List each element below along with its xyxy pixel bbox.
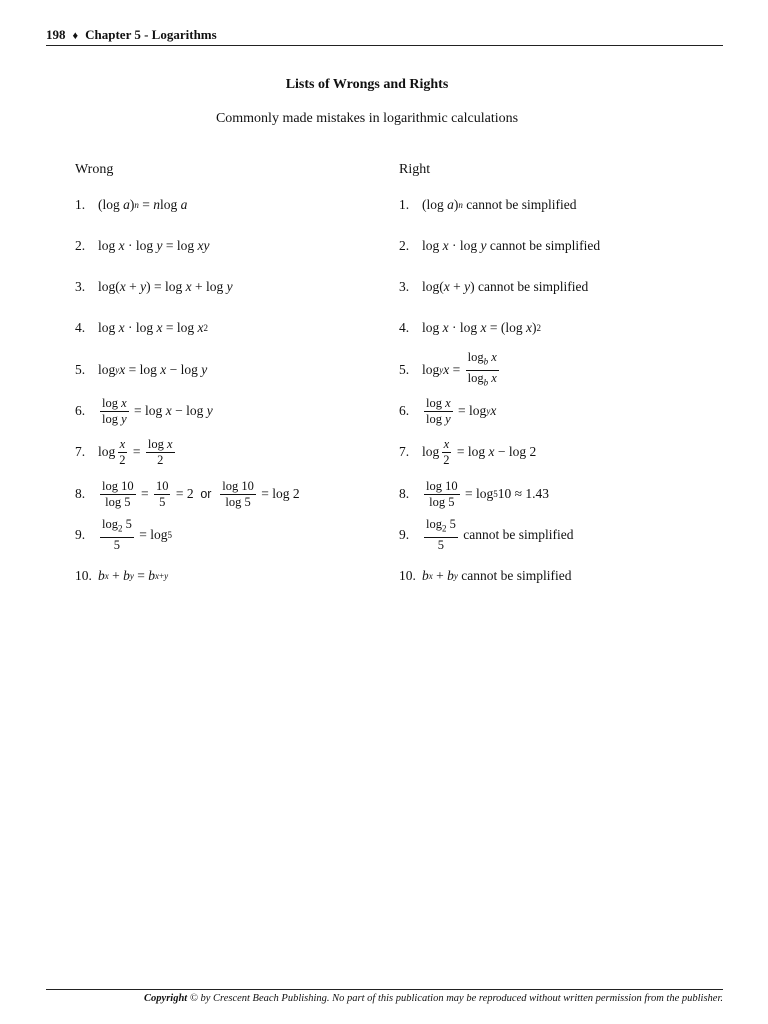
fraction: $\frac{x}{2}$ xyxy=(443,436,450,467)
formula: log y x = log x − log y xyxy=(98,362,208,377)
item-number: 8. xyxy=(399,486,410,501)
page-footer xyxy=(46,989,723,1004)
fraction: $\frac{\text{log x}}{\text{log y}}$ xyxy=(102,395,127,426)
item-number: 3. xyxy=(75,279,86,294)
item-number: 6. xyxy=(399,403,410,418)
formula: $\frac{\text{log x}}{\text{log y}}$ = log y x xyxy=(426,395,497,426)
copyright-label: Copyright xyxy=(144,993,188,1004)
item-number: 2. xyxy=(399,238,410,253)
item-number: 7. xyxy=(75,444,86,459)
item-number: 6. xyxy=(75,403,86,418)
formula: log x · log y = log x y xyxy=(98,238,210,253)
formula: log ( x + y ) = log x + log y xyxy=(98,279,233,294)
copyright-text: © by Crescent Beach Publishing. No part of this publication may be reproduced without written permission from the publisher. xyxy=(189,993,723,1004)
formula: log y x = $\frac{\log_b x}{\log_b x}$ xyxy=(422,350,497,387)
page-number: 198 xyxy=(46,27,66,42)
fraction: $\frac{\log_b x}{\log_b x}$ xyxy=(467,350,497,387)
formula: $\frac{\log_2 5}{5}$ cannot be simplified xyxy=(426,517,574,552)
fraction: $\frac{\log 10}{\log 5}$ xyxy=(222,478,254,509)
formula: log x · log y cannot be simplified xyxy=(422,238,601,253)
item-number: 10. xyxy=(75,568,92,583)
item-number: 9. xyxy=(399,527,410,542)
chapter-title: Chapter 5 - Logarithms xyxy=(85,27,217,42)
page-header xyxy=(46,26,723,46)
formula: log $\frac{x}{2}$ = log x − log 2 xyxy=(422,436,537,467)
item-number: 9. xyxy=(75,527,86,542)
item-number: 4. xyxy=(399,320,410,335)
formula: b x + b y cannot be simplified xyxy=(422,568,572,583)
item-number: 1. xyxy=(75,197,86,212)
formula: $\frac{\text{log x}}{\text{log y}}$ = log x − log y xyxy=(102,395,213,426)
formula: $\frac{\log 10}{\log 5}$ = $\frac{10}{5}$ = 2 or $\frac{\log 10}{\log 5}$ = log 2 xyxy=(102,478,300,509)
formula: $\frac{\log 10}{\log 5}$ = log 5 10 ≈ 1.43 xyxy=(426,478,550,509)
right-column-heading: Right xyxy=(399,162,431,177)
formula: log x · log x = log x 2 xyxy=(98,320,209,335)
fraction: $\frac{\log_2 5}{5}$ xyxy=(426,517,456,552)
formula: ( log a ) n cannot be simplified xyxy=(422,197,577,212)
item-number: 1. xyxy=(399,197,410,212)
wrong-column-heading: Wrong xyxy=(75,162,114,177)
fraction: $\frac{x}{2}$ xyxy=(119,436,126,467)
item-number: 7. xyxy=(399,444,410,459)
page-title: Lists of Wrongs and Rights xyxy=(285,77,449,92)
formula: log ( x + y ) cannot be simplified xyxy=(422,279,589,294)
formula: ( log a ) n = n log a xyxy=(98,197,188,212)
item-number: 5. xyxy=(75,362,86,377)
formula: $\frac{\log_2 5}{5}$ = log 5 xyxy=(102,517,172,552)
item-number: 2. xyxy=(75,238,86,253)
item-number: 8. xyxy=(75,486,86,501)
fraction: $\frac{\log 10}{\log 5}$ xyxy=(426,478,458,509)
formula: log $\frac{x}{2}$ = $\frac{\text{log x}}{2}$ xyxy=(98,436,173,467)
item-number: 5. xyxy=(399,362,410,377)
item-number: 4. xyxy=(75,320,86,335)
diamond-icon: ♦ xyxy=(72,30,79,42)
item-number: 3. xyxy=(399,279,410,294)
fraction: $\frac{\text{log x}}{\text{log y}}$ xyxy=(426,395,451,426)
fraction: $\frac{\log_2 5}{5}$ xyxy=(102,517,132,552)
fraction: $\frac{\log 10}{\log 5}$ xyxy=(102,478,134,509)
fraction: $\frac{10}{5}$ xyxy=(155,478,169,509)
fraction: $\frac{\text{log x}}{2}$ xyxy=(147,436,173,467)
item-number: 10. xyxy=(399,568,416,583)
page-subtitle: Commonly made mistakes in logarithmic calculations xyxy=(215,111,519,126)
formula: log x · log x = ( log x ) 2 xyxy=(422,320,542,335)
formula: b x + b y = b x+y xyxy=(98,568,169,583)
